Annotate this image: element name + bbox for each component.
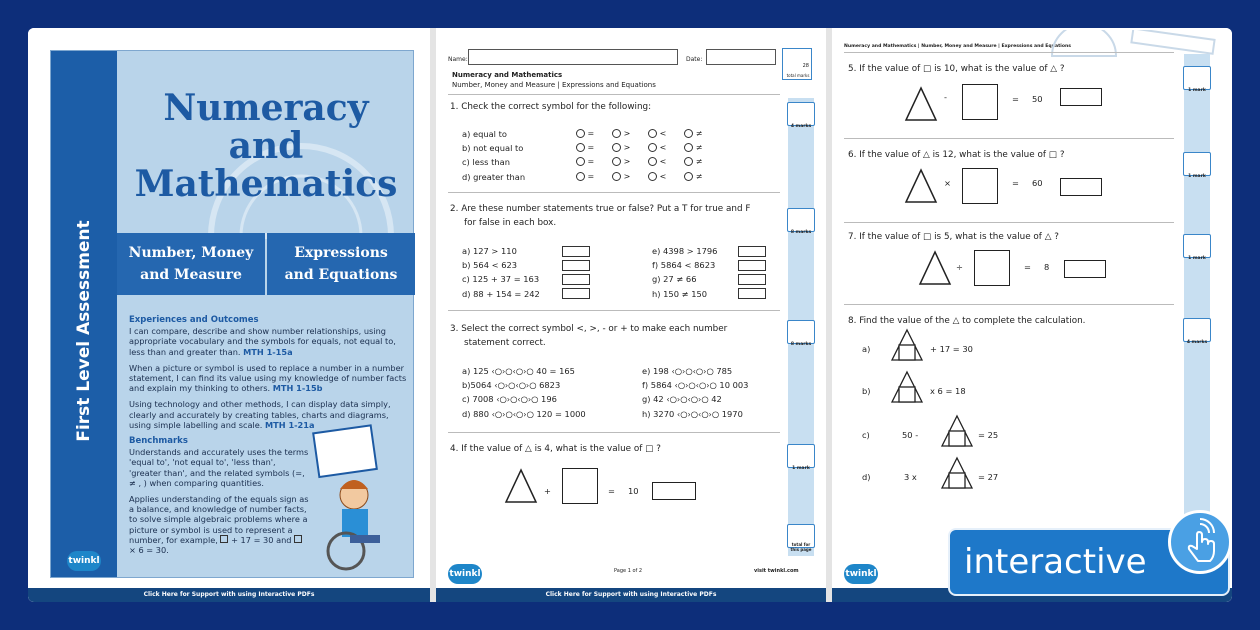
cover-panel (50, 50, 414, 578)
exp-2-text: When a picture or symbol is used to replace a number in a number statement, I can find its value using my knowledge of number facts and explain my thinking to others. (129, 362, 407, 394)
spine-title: First Level Assessment (74, 220, 94, 442)
cover-page (28, 28, 430, 602)
q8a-equation: + 17 = 30 (930, 344, 973, 354)
marks-label: 4 marks (1186, 340, 1208, 345)
answer-box[interactable] (562, 260, 590, 271)
q2-left (462, 244, 540, 301)
triangle-box-icon (940, 456, 974, 490)
band-number-money (117, 233, 265, 295)
q3-statement[interactable]: a) 125 ‹○›○‹○›○ 40 = 165 (462, 366, 575, 376)
marks-input-q3[interactable] (787, 320, 815, 344)
triangle-box-icon (940, 414, 974, 448)
square-box (562, 468, 598, 504)
marks-label: 8 marks (790, 230, 812, 235)
q7-operator: ÷ (956, 262, 963, 272)
q5-operator: - (944, 92, 947, 102)
radio-option[interactable] (612, 129, 621, 138)
twinkl-logo: twinkl (448, 564, 482, 584)
marks-input-q5[interactable] (1183, 66, 1211, 90)
worksheet-preview (28, 28, 1232, 602)
square-box (962, 168, 998, 204)
radio-option[interactable] (612, 172, 621, 181)
triangle-icon (904, 86, 938, 122)
q7-answer-box[interactable] (1064, 260, 1106, 278)
q1-row-label: a) equal to (462, 129, 507, 139)
q7-result: 8 (1044, 262, 1050, 272)
experiences-heading: Experiences and Outcomes (129, 315, 259, 325)
symbol-label: ≠ (695, 171, 703, 181)
marks-label: 1 mark (792, 466, 810, 471)
band-left-line2: and Measure (140, 267, 242, 283)
marks-label: 1 mark (1188, 174, 1206, 179)
triangle-box-icon (890, 370, 924, 404)
q3-line2: statement correct. (464, 338, 546, 348)
answer-box[interactable] (738, 260, 766, 271)
triangle-icon (918, 250, 952, 286)
answer-box[interactable] (562, 288, 590, 299)
name-label: Name: (448, 56, 468, 63)
question-1: 1. Check the correct symbol for the following: (450, 102, 652, 112)
symbol-label: > (623, 157, 631, 167)
radio-option[interactable] (648, 157, 657, 166)
q2-right (652, 244, 717, 301)
marks-input-q2[interactable] (787, 208, 815, 232)
q2-statement: c) 125 + 37 = 163 (462, 274, 540, 285)
q2-statement: e) 4398 > 1796 (652, 246, 718, 256)
q8c-label: c) (862, 430, 870, 440)
cover-title (117, 89, 415, 203)
q6-answer-box[interactable] (1060, 178, 1102, 196)
q2-statement: a) 127 > 110 (462, 246, 517, 256)
q2-line2: for false in each box. (464, 218, 557, 228)
q1-option-row (576, 170, 702, 184)
date-label: Date: (686, 56, 703, 63)
answer-box[interactable] (738, 246, 766, 257)
q3-statement[interactable]: e) 198 ‹○›○‹○›○ 785 (642, 366, 733, 376)
interactive-label: interactive (964, 542, 1147, 582)
q4-operator: + (544, 486, 551, 496)
question-7: 7. If the value of □ is 5, what is the value of △ ? (848, 232, 1059, 242)
bench-2-eq2: × 6 = 30. (129, 545, 169, 556)
symbol-label: ≠ (695, 157, 703, 167)
q3-statement[interactable]: g) 42 ‹○›○‹○›○ 42 (642, 394, 722, 405)
q6-equals: = (1012, 178, 1019, 188)
radio-option[interactable] (576, 157, 585, 166)
radio-option[interactable] (684, 157, 693, 166)
twinkl-logo: twinkl (844, 564, 878, 584)
q8d-prefix: 3 x (904, 472, 917, 482)
q4-equals: = (608, 486, 615, 496)
q5-equals: = (1012, 94, 1019, 104)
square-icon (220, 535, 228, 543)
q8d-label: d) (862, 472, 871, 482)
q8c-prefix: 50 - (902, 430, 919, 440)
band-expressions (267, 233, 415, 295)
symbol-label: < (659, 157, 667, 167)
bench-2-and: and (276, 534, 292, 545)
q2-statement: h) 150 ≠ 150 (652, 288, 708, 299)
symbol-label: < (659, 143, 667, 153)
q5-result: 50 (1032, 94, 1043, 104)
answer-box[interactable] (738, 274, 766, 285)
radio-option[interactable] (612, 143, 621, 152)
visit-link[interactable]: visit twinkl.com (754, 568, 799, 574)
marks-label: 1 mark (1188, 88, 1206, 93)
divider (448, 310, 780, 311)
symbol-label: ≠ (695, 129, 703, 138)
question-4: 4. If the value of △ is 4, what is the value of □ ? (450, 444, 661, 454)
radio-option[interactable] (684, 172, 693, 181)
name-field[interactable] (468, 49, 678, 65)
q1-option-row (576, 141, 702, 155)
radio-option[interactable] (684, 143, 693, 152)
total-marks-label: total marks (786, 73, 810, 78)
spine (51, 51, 117, 577)
divider (844, 222, 1174, 223)
q3-statement[interactable]: b)5064 ‹○›○‹○›○ 6823 (462, 380, 561, 391)
divider (448, 192, 780, 193)
divider (844, 138, 1174, 139)
q2-line1: 2. Are these number statements true or false? Put a T for true and F (450, 204, 751, 214)
marks-label: 8 marks (790, 342, 812, 347)
symbol-label: = (587, 157, 595, 167)
q8a-label: a) (862, 344, 871, 354)
exp-1 (129, 326, 407, 357)
exp-1-code: MTH 1-15a (243, 346, 293, 357)
q2-statement: f) 5864 < 8623 (652, 260, 716, 271)
exp-2 (129, 363, 407, 394)
divider (844, 304, 1174, 305)
radio-option[interactable] (648, 143, 657, 152)
answer-box[interactable] (738, 288, 766, 299)
divider (844, 52, 1174, 53)
q8c-equation: = 25 (978, 430, 999, 440)
sheet-heading (452, 70, 656, 90)
question-6: 6. If the value of △ is 12, what is the value of □ ? (848, 150, 1065, 160)
q5-answer-box[interactable] (1060, 88, 1102, 106)
title-line-1: Numeracy (163, 87, 369, 129)
q8d-equation: = 27 (978, 472, 999, 482)
question-8: 8. Find the value of the △ to complete the calculation. (848, 316, 1086, 326)
symbol-label: < (659, 129, 667, 138)
q3-statement[interactable]: d) 880 ‹○›○‹○›○ 120 = 1000 (462, 408, 586, 419)
title-line-3: Mathematics (134, 163, 398, 205)
marks-input-q4[interactable] (787, 444, 815, 468)
total-marks-box (782, 48, 812, 80)
marks-label: total for this page (790, 542, 812, 552)
band-right-line1: Expressions (294, 245, 388, 261)
radio-option[interactable] (576, 143, 585, 152)
q1-options (576, 127, 702, 184)
radio-option[interactable] (648, 129, 657, 138)
symbol-label: = (587, 129, 595, 138)
page2-header: Numeracy and Mathematics | Number, Money and Measure | Expressions and Equations (844, 44, 1072, 49)
marks-label: 1 mark (1188, 256, 1206, 261)
title-line-2: and (228, 125, 304, 167)
q4-answer-box[interactable] (652, 482, 696, 500)
symbol-label: = (587, 171, 595, 181)
total-marks-value: 28 (802, 63, 809, 69)
band-left-line1: Number, Money (128, 245, 254, 261)
q4-result: 10 (628, 486, 639, 496)
q1-row-label: b) not equal to (462, 143, 524, 154)
bench-2 (129, 494, 309, 555)
q8b-label: b) (862, 386, 871, 396)
interactive-badge (948, 528, 1230, 596)
child-wheelchair-illustration (306, 423, 406, 573)
q2-statement: d) 88 + 154 = 242 (462, 288, 540, 299)
benchmarks-heading: Benchmarks (129, 436, 188, 447)
band-right-line2: and Equations (284, 267, 398, 283)
square-box (962, 84, 998, 120)
q8b-equation: x 6 = 18 (930, 386, 966, 396)
question-2 (450, 202, 780, 230)
marks-input-q8[interactable] (1183, 318, 1211, 342)
marks-label: 4 marks (790, 124, 812, 129)
radio-option[interactable] (684, 129, 693, 138)
q3-statement[interactable]: c) 7008 ‹○›○‹○›○ 196 (462, 394, 557, 405)
radio-option[interactable] (648, 172, 657, 181)
exp-1-text: I can compare, describe and show number relationships, using appropriate vocabulary and the symbols for equals, not equal to, less than and greater than. (129, 326, 396, 357)
q3-line1: 3. Select the correct symbol <, >, - or + to make each number (450, 324, 728, 334)
cover-footer-link[interactable]: Click Here for Support with using Interactive PDFs (28, 588, 430, 602)
q3-statement[interactable]: h) 3270 ‹○›○‹○›○ 1970 (642, 408, 743, 419)
q1-row-label: c) less than (462, 157, 510, 168)
triangle-icon (904, 168, 938, 204)
square-icon (294, 535, 302, 543)
date-field[interactable] (706, 49, 776, 65)
answer-box[interactable] (562, 246, 590, 257)
symbol-label: > (623, 143, 631, 153)
sheet-subtitle: Number, Money and Measure | Expressions and Equations (452, 81, 656, 89)
symbol-label: > (623, 129, 631, 138)
triangle-box-icon (890, 328, 924, 362)
divider (448, 432, 780, 433)
marks-input-q6[interactable] (1183, 152, 1211, 176)
marks-input-q7[interactable] (1183, 234, 1211, 258)
exp-2-code: MTH 1-15b (272, 383, 323, 394)
square-box (974, 250, 1010, 286)
q2-statement: b) 564 < 623 (462, 260, 518, 271)
answer-box[interactable] (562, 274, 590, 285)
page-number: Page 1 of 2 (614, 568, 643, 574)
symbol-label: = (587, 143, 595, 153)
radio-option[interactable] (576, 172, 585, 181)
q3-left (462, 364, 586, 421)
q2-statement: g) 27 ≠ 66 (652, 274, 697, 285)
triangle-icon (504, 468, 538, 504)
radio-option[interactable] (576, 129, 585, 138)
exp-3-text: Using technology and other methods, I can display data simply, clearly and accurately by creating tables, charts and diagrams, using simple labelling and scale. (129, 399, 391, 430)
q6-result: 60 (1032, 178, 1043, 188)
q3-statement[interactable]: f) 5864 ‹○›○‹○›○ 10 003 (642, 380, 749, 391)
radio-option[interactable] (612, 157, 621, 166)
q1-option-row (576, 155, 702, 169)
sheet-footer-link[interactable]: Click Here for Support with using Interactive PDFs (436, 588, 826, 602)
marks-column (1184, 54, 1210, 574)
twinkl-logo: twinkl (67, 551, 101, 571)
symbol-label: ≠ (695, 143, 703, 153)
marks-input-q1[interactable] (787, 102, 815, 126)
worksheet-page-1 (436, 28, 826, 602)
exp-3-code: MTH 1-21a (265, 419, 315, 430)
sheet-title: Numeracy and Mathematics (452, 71, 563, 79)
q3-right (642, 364, 748, 421)
bench-1: Understands and accurately uses the terms 'equal to', 'not equal to', 'less than', 'greater than', and the related symbols (=, ≠ , ) when comparing quantities. (129, 447, 309, 488)
question-3 (450, 322, 780, 350)
q6-operator: × (944, 178, 951, 188)
question-5: 5. If the value of □ is 10, what is the value of △ ? (848, 64, 1065, 74)
q7-equals: = (1024, 262, 1031, 272)
q1-option-row (576, 127, 702, 141)
q1-row-label: d) greater than (462, 171, 526, 182)
q1-labels (462, 127, 525, 184)
divider (448, 94, 780, 95)
symbol-label: > (623, 171, 631, 181)
symbol-label: < (659, 171, 667, 181)
hand-pointer-svg (1171, 513, 1229, 571)
hand-pointer-icon (1168, 510, 1232, 574)
bench-2-text: Applies understanding of the equals sign as a balance, and knowledge of number facts, to solve simple algebraic problems where a picture or symbol is used to represent a number, for example, (129, 494, 309, 545)
bench-2-eq1: + 17 = 30 (231, 534, 274, 545)
